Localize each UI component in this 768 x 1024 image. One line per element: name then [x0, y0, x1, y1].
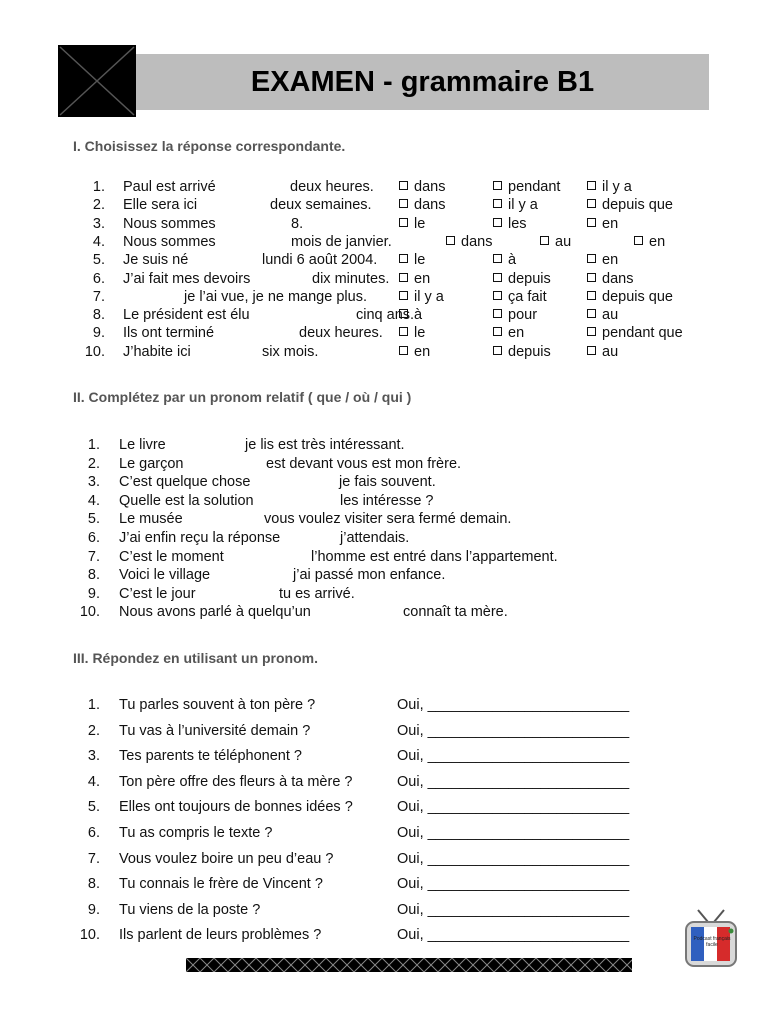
section2-row: [0, 567, 768, 585]
section3-row: [0, 902, 768, 920]
answer-option[interactable]: [399, 252, 425, 268]
section1-row: [0, 234, 768, 252]
answer-line[interactable]: Oui, _________________________: [397, 748, 630, 764]
item-number: 7.: [92, 289, 105, 305]
option-label: dans: [414, 179, 446, 195]
item-text-end: les intéresse ?: [340, 493, 434, 509]
item-text-end: est devant vous est mon frère.: [266, 456, 462, 472]
item-text-end: l’homme est entré dans l’appartement.: [311, 549, 558, 565]
checkbox-icon[interactable]: [493, 273, 502, 282]
option-label: pendant que: [602, 325, 683, 341]
item-number: 3.: [92, 216, 105, 232]
option-label: à: [508, 252, 517, 268]
checkbox-icon[interactable]: [587, 327, 596, 336]
answer-line[interactable]: Oui, _________________________: [397, 723, 630, 739]
option-label: dans: [414, 197, 446, 213]
cross-icon: [58, 45, 136, 117]
answer-option[interactable]: [634, 234, 665, 250]
question-text: Tu parles souvent à ton père ?: [119, 697, 316, 713]
section2-row: [0, 530, 768, 548]
option-label: en: [414, 344, 431, 360]
option-label: en: [508, 325, 525, 341]
checkbox-icon[interactable]: [493, 346, 502, 355]
answer-option[interactable]: [493, 289, 547, 305]
item-number: 6.: [87, 530, 100, 546]
item-number: 8.: [87, 876, 100, 892]
item-text-start: Je suis né: [123, 252, 189, 268]
answer-option[interactable]: [399, 344, 430, 360]
answer-option[interactable]: [399, 325, 425, 341]
option-label: le: [414, 325, 426, 341]
item-text-start: Le garçon: [119, 456, 184, 472]
checkbox-icon[interactable]: [399, 181, 408, 190]
question-text: Tu viens de la poste ?: [119, 902, 261, 918]
answer-line[interactable]: Oui, _________________________: [397, 799, 630, 815]
answer-option[interactable]: [493, 344, 551, 360]
answer-option[interactable]: [587, 271, 633, 287]
answer-line[interactable]: Oui, _________________________: [397, 927, 630, 943]
option-label: à: [414, 307, 423, 323]
section2-row: [0, 456, 768, 474]
item-number: 1.: [92, 179, 105, 195]
section2-row: [0, 604, 768, 622]
option-label: les: [508, 216, 527, 232]
item-number: 2.: [87, 723, 100, 739]
item-text-start: C’est le moment: [119, 549, 224, 565]
option-label: depuis que: [602, 197, 673, 213]
item-number: 1.: [87, 697, 100, 713]
answer-option[interactable]: [587, 325, 683, 341]
section3-row: [0, 748, 768, 766]
item-text-start: J’ai fait mes devoirs: [123, 271, 251, 287]
item-text-end: j’ai passé mon enfance.: [293, 567, 446, 583]
item-number: 3.: [87, 748, 100, 764]
item-number: 9.: [92, 325, 105, 341]
item-number: 10.: [84, 344, 105, 360]
item-text-start: Nous avons parlé à quelqu’un: [119, 604, 311, 620]
answer-option[interactable]: [399, 289, 444, 305]
option-label: dans: [602, 271, 634, 287]
checkbox-icon[interactable]: [493, 199, 502, 208]
section2-row: [0, 549, 768, 567]
question-text: Ton père offre des fleurs à ta mère ?: [119, 774, 353, 790]
footer-pattern-strip: [186, 958, 632, 972]
answer-option[interactable]: [493, 271, 551, 287]
answer-option[interactable]: [587, 179, 632, 195]
item-text-end: cinq ans.: [356, 307, 415, 323]
answer-option[interactable]: [587, 216, 618, 232]
answer-option[interactable]: [587, 252, 618, 268]
question-text: Elles ont toujours de bonnes idées ?: [119, 799, 353, 815]
option-label: le: [414, 252, 426, 268]
item-number: 7.: [87, 851, 100, 867]
item-number: 8.: [92, 307, 105, 323]
question-text: Vous voulez boire un peu d’eau ?: [119, 851, 334, 867]
item-text-end: mois de janvier.: [291, 234, 392, 250]
item-number: 4.: [92, 234, 105, 250]
item-text-start: Le livre: [119, 437, 166, 453]
checkbox-icon[interactable]: [587, 181, 596, 190]
item-number: 5.: [92, 252, 105, 268]
section1-row: [0, 197, 768, 215]
item-number: 9.: [87, 586, 100, 602]
option-label: en: [602, 216, 619, 232]
section1-row: [0, 179, 768, 197]
section3-row: [0, 774, 768, 792]
item-number: 4.: [87, 493, 100, 509]
section1-row: [0, 271, 768, 289]
item-number: 6.: [87, 825, 100, 841]
item-text-start: C’est le jour: [119, 586, 196, 602]
item-text-end: tu es arrivé.: [279, 586, 355, 602]
section2-row: [0, 474, 768, 492]
answer-option[interactable]: [587, 307, 618, 323]
section1-row: [0, 289, 768, 307]
checkbox-icon[interactable]: [587, 291, 596, 300]
section3-row: [0, 799, 768, 817]
option-label: au: [555, 234, 572, 250]
question-text: Tu connais le frère de Vincent ?: [119, 876, 323, 892]
answer-option[interactable]: [399, 197, 445, 213]
checkbox-icon[interactable]: [540, 236, 549, 245]
section2-row: [0, 493, 768, 511]
answer-option[interactable]: [399, 271, 430, 287]
question-text: Tes parents te téléphonent ?: [119, 748, 302, 764]
checkbox-icon[interactable]: [493, 291, 502, 300]
section3-row: [0, 723, 768, 741]
answer-option[interactable]: [587, 197, 673, 213]
checkbox-icon[interactable]: [493, 327, 502, 336]
option-label: pour: [508, 307, 538, 323]
item-text-start: Voici le village: [119, 567, 211, 583]
section3-row: [0, 927, 768, 945]
checkbox-icon[interactable]: [587, 199, 596, 208]
section2-heading: II. Complétez par un pronom relatif ( que / où / qui ): [73, 389, 412, 405]
item-text-end: j’attendais.: [340, 530, 410, 546]
item-text-start: Nous sommes: [123, 216, 216, 232]
checkbox-icon[interactable]: [399, 327, 408, 336]
item-text-start: Le musée: [119, 511, 183, 527]
option-label: depuis: [508, 271, 551, 287]
item-text-end: lundi 6 août 2004.: [262, 252, 378, 268]
tv-french-flag-logo: [684, 908, 738, 970]
item-number: 1.: [87, 437, 100, 453]
item-number: 4.: [87, 774, 100, 790]
item-text-end: connaît ta mère.: [403, 604, 508, 620]
checkbox-icon[interactable]: [587, 273, 596, 282]
option-label: en: [414, 271, 431, 287]
item-number: 10.: [79, 604, 100, 620]
page-title: EXAMEN - grammaire B1: [250, 65, 595, 98]
item-text-start: Paul est arrivé: [123, 179, 216, 195]
item-number: 9.: [87, 902, 100, 918]
item-text-start: C’est quelque chose: [119, 474, 251, 490]
tv-logo-text: Podcast français facile: [693, 936, 731, 948]
section2-row: [0, 437, 768, 455]
item-number: 2.: [92, 197, 105, 213]
section3-row: [0, 876, 768, 894]
checkbox-icon[interactable]: [587, 309, 596, 318]
option-label: au: [602, 307, 619, 323]
item-text-start: Nous sommes: [123, 234, 216, 250]
item-text-end: deux semaines.: [270, 197, 372, 213]
item-number: 2.: [87, 456, 100, 472]
checkbox-icon[interactable]: [399, 199, 408, 208]
item-text-start: Le président est élu: [123, 307, 250, 323]
answer-option[interactable]: [493, 216, 527, 232]
checkbox-icon[interactable]: [493, 181, 502, 190]
item-number: 5.: [87, 511, 100, 527]
answer-option[interactable]: [540, 234, 571, 250]
section1-row: [0, 216, 768, 234]
answer-option[interactable]: [399, 307, 422, 323]
checkbox-icon[interactable]: [446, 236, 455, 245]
checkbox-icon[interactable]: [587, 254, 596, 263]
answer-line[interactable]: Oui, _________________________: [397, 876, 630, 892]
option-label: ça fait: [508, 289, 547, 305]
answer-option[interactable]: [493, 307, 537, 323]
section1-row: [0, 307, 768, 325]
item-text-end: deux heures.: [290, 179, 374, 195]
answer-line[interactable]: Oui, _________________________: [397, 697, 630, 713]
option-label: en: [602, 252, 619, 268]
option-label: le: [414, 216, 426, 232]
section3-row: [0, 697, 768, 715]
answer-line[interactable]: Oui, _________________________: [397, 851, 630, 867]
checkbox-icon[interactable]: [634, 236, 643, 245]
option-label: il y a: [508, 197, 538, 213]
checkbox-icon[interactable]: [399, 254, 408, 263]
item-number: 3.: [87, 474, 100, 490]
answer-line[interactable]: Oui, _________________________: [397, 902, 630, 918]
section1-row: [0, 344, 768, 362]
section1-heading: I. Choisissez la réponse correspondante.: [73, 138, 346, 154]
item-text-end: je lis est très intéressant.: [245, 437, 405, 453]
checkbox-icon[interactable]: [399, 291, 408, 300]
item-text-end: je l’ai vue, je ne mange plus.: [184, 289, 367, 305]
item-number: 10.: [79, 927, 100, 943]
answer-option[interactable]: [587, 344, 618, 360]
title-bar: [136, 54, 709, 110]
answer-option[interactable]: [493, 197, 538, 213]
item-text-end: dix minutes.: [312, 271, 390, 287]
item-text-end: 8.: [291, 216, 304, 232]
checkbox-icon[interactable]: [399, 273, 408, 282]
section2-row: [0, 586, 768, 604]
item-number: 6.: [92, 271, 105, 287]
answer-line[interactable]: Oui, _________________________: [397, 774, 630, 790]
item-text-start: Elle sera ici: [123, 197, 198, 213]
item-number: 5.: [87, 799, 100, 815]
checkbox-icon[interactable]: [493, 218, 502, 227]
checkbox-icon[interactable]: [493, 309, 502, 318]
item-number: 8.: [87, 567, 100, 583]
checkbox-icon[interactable]: [493, 254, 502, 263]
answer-option[interactable]: [587, 289, 673, 305]
item-text-end: six mois.: [262, 344, 319, 360]
section3-row: [0, 825, 768, 843]
option-label: il y a: [602, 179, 632, 195]
zigzag-pattern-icon: [186, 958, 632, 972]
item-text-end: deux heures.: [299, 325, 383, 341]
section1-row: [0, 252, 768, 270]
answer-line[interactable]: Oui, _________________________: [397, 825, 630, 841]
question-text: Ils parlent de leurs problèmes ?: [119, 927, 322, 943]
option-label: depuis que: [602, 289, 673, 305]
answer-option[interactable]: [493, 325, 524, 341]
answer-option[interactable]: [446, 234, 492, 250]
item-text-end: vous voulez visiter sera fermé demain.: [264, 511, 512, 527]
checkbox-icon[interactable]: [587, 218, 596, 227]
answer-option[interactable]: [493, 252, 516, 268]
item-text-start: J’habite ici: [123, 344, 191, 360]
checkbox-icon[interactable]: [399, 346, 408, 355]
option-label: pendant: [508, 179, 561, 195]
option-label: dans: [461, 234, 493, 250]
option-label: au: [602, 344, 619, 360]
checkbox-icon[interactable]: [399, 309, 408, 318]
item-text-start: J’ai enfin reçu la réponse: [119, 530, 281, 546]
option-label: en: [649, 234, 666, 250]
answer-option[interactable]: [399, 179, 445, 195]
section3-heading: III. Répondez en utilisant un pronom.: [73, 650, 318, 666]
checkbox-icon[interactable]: [587, 346, 596, 355]
checkbox-icon[interactable]: [399, 218, 408, 227]
question-text: Tu as compris le texte ?: [119, 825, 273, 841]
section2-row: [0, 511, 768, 529]
section3-row: [0, 851, 768, 869]
question-text: Tu vas à l’université demain ?: [119, 723, 311, 739]
answer-option[interactable]: [399, 216, 425, 232]
item-text-start: Quelle est la solution: [119, 493, 254, 509]
option-label: depuis: [508, 344, 551, 360]
item-text-end: je fais souvent.: [339, 474, 436, 490]
header-logo-box: [58, 45, 136, 117]
item-number: 7.: [87, 549, 100, 565]
section1-row: [0, 325, 768, 343]
answer-option[interactable]: [493, 179, 560, 195]
item-text-start: Ils ont terminé: [123, 325, 215, 341]
option-label: il y a: [414, 289, 444, 305]
